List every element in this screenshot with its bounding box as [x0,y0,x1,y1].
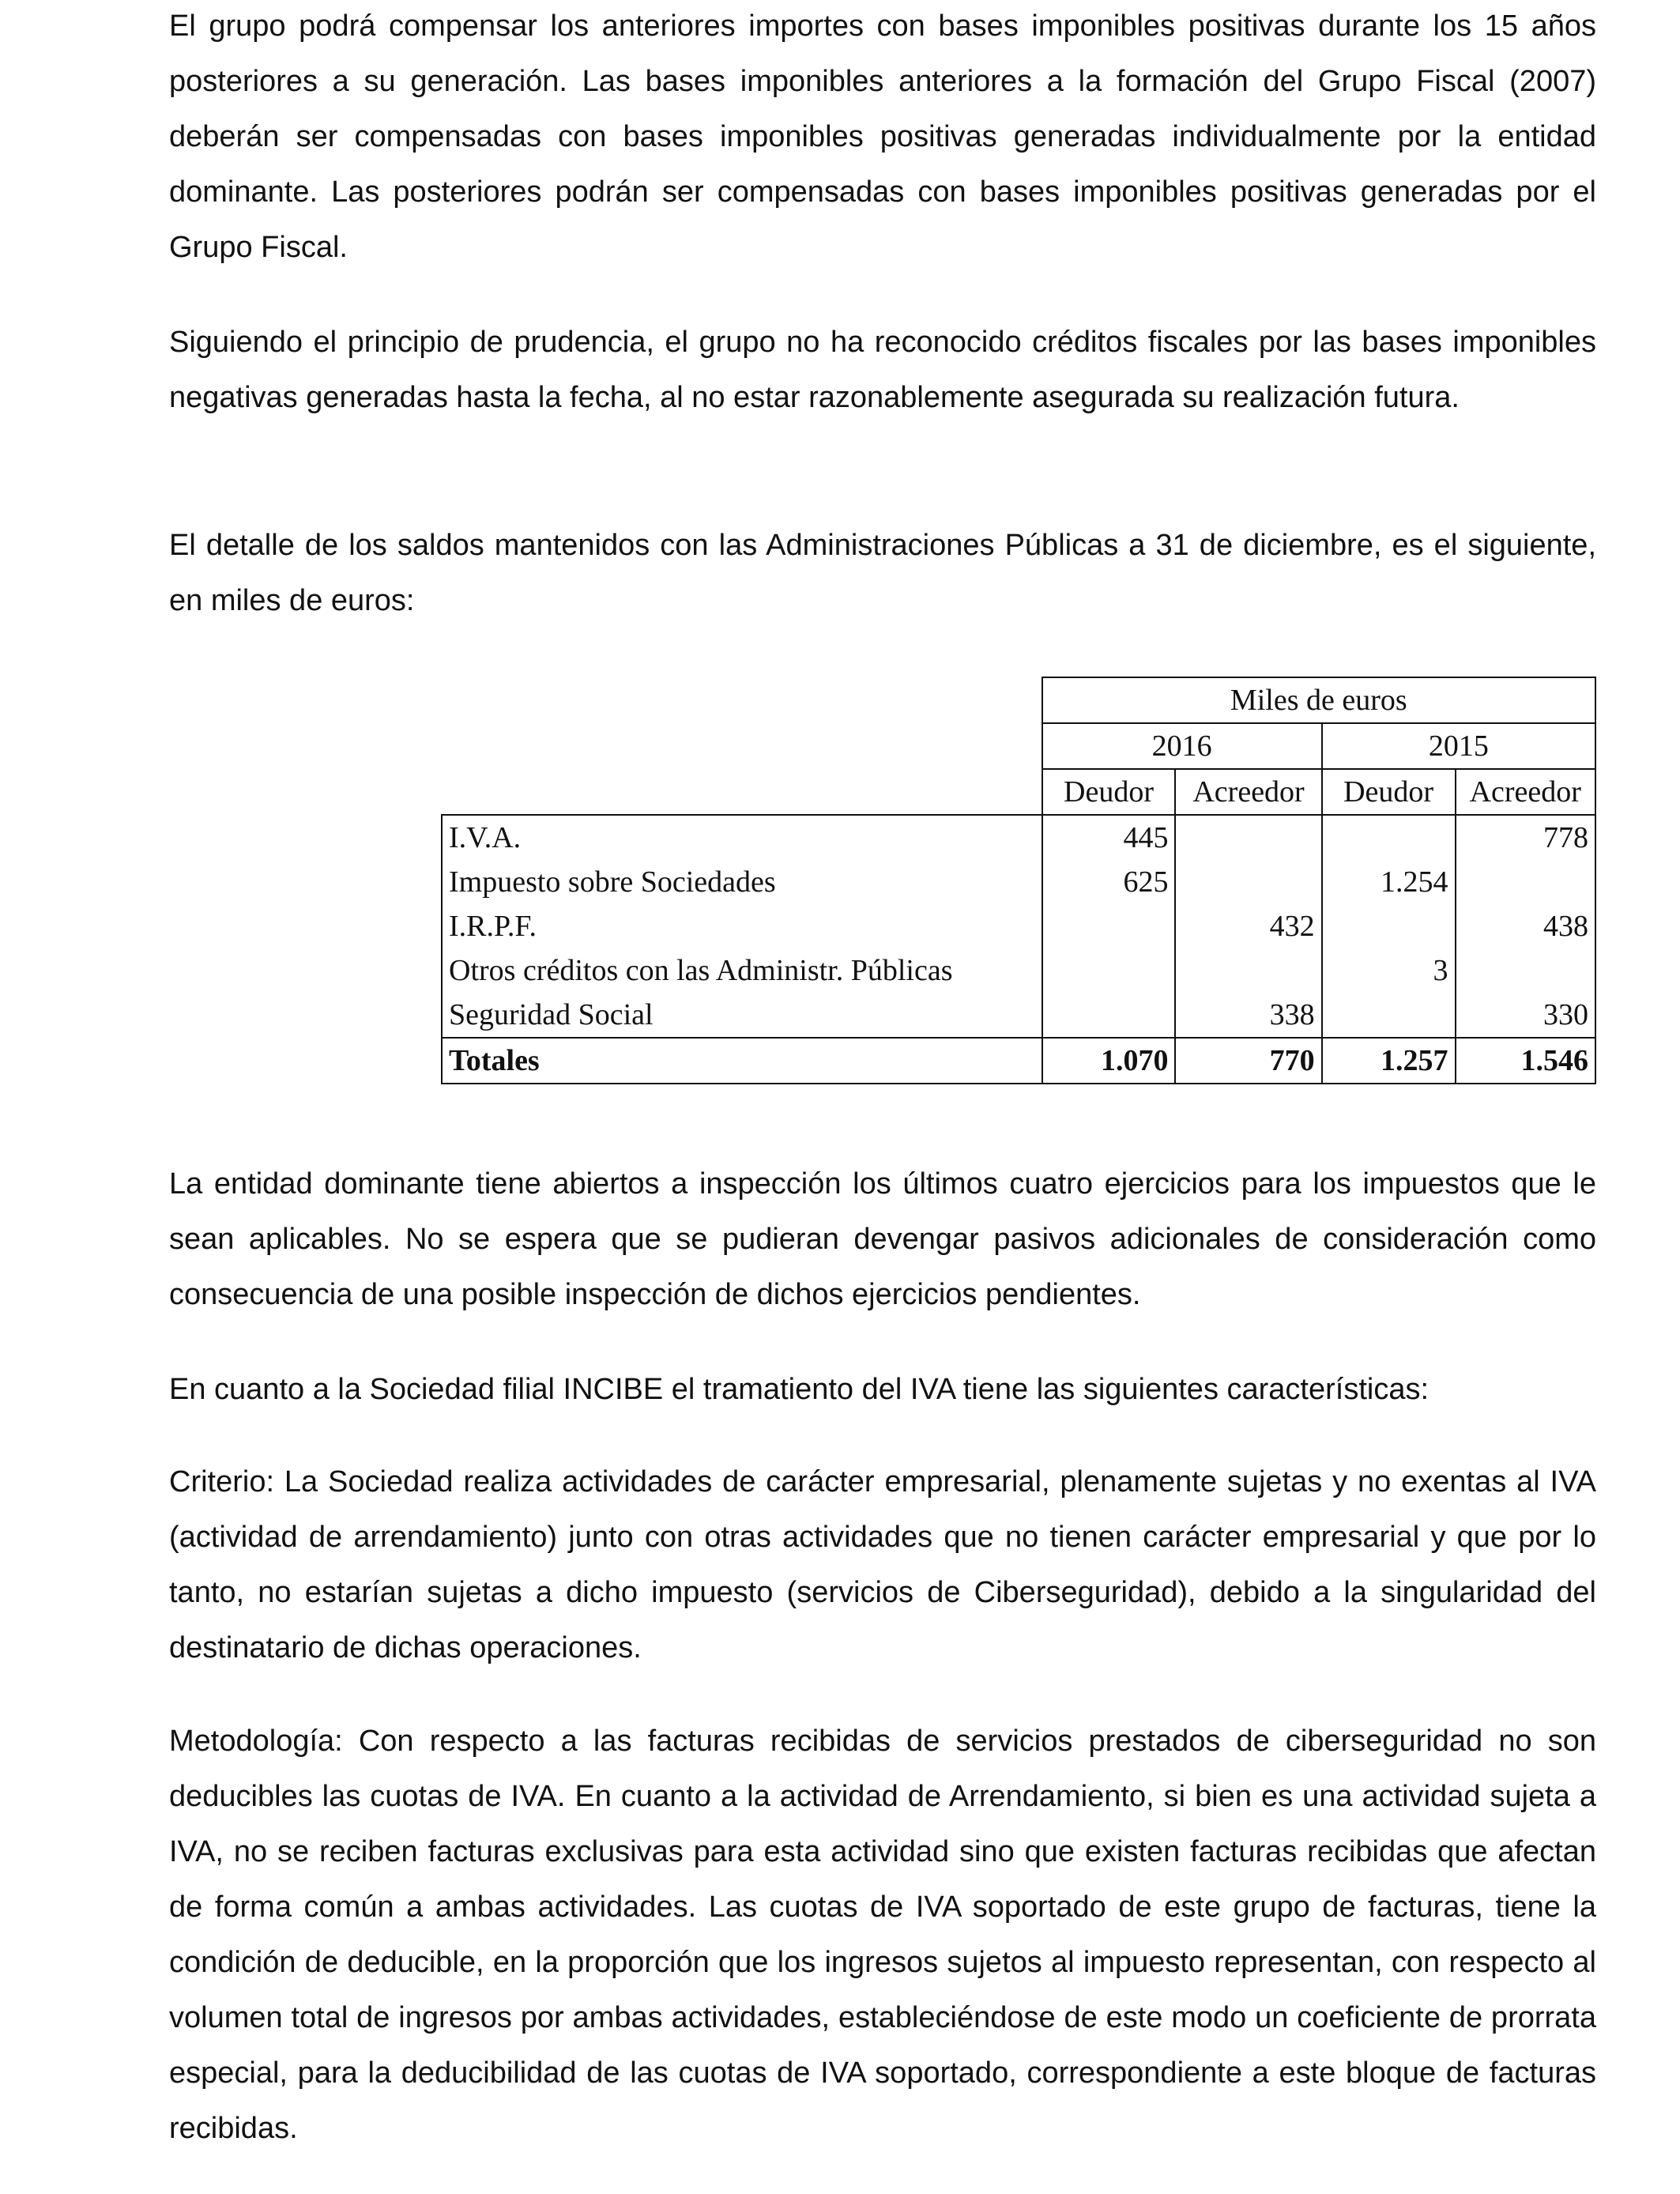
row-label: Seguridad Social [442,993,1042,1038]
row-label: Otros créditos con las Administr. Públicas [442,948,1042,993]
cell-value: 445 [1042,815,1176,860]
table-row [442,860,1595,904]
total-value: 1.257 [1322,1038,1456,1084]
header-col-deudor-2016: Deudor [1042,769,1176,815]
row-label: I.R.P.F. [442,904,1042,948]
saldos-administraciones-table [441,677,1596,1084]
header-col-acreedor-2015: Acreedor [1456,769,1596,815]
table-header-years-row [442,723,1595,769]
cell-value [1042,948,1176,993]
cell-value: 330 [1456,993,1596,1038]
paragraph-metodologia: Metodología: Con respecto a las facturas recibidas de servicios prestados de ciberseguridad no son deducibles las cuotas de IVA. En cuanto a la actividad de Arrendamiento, si bien es una actividad sujeta a IVA, no se reciben facturas exclusivas para esta actividad sino que existen facturas recibidas que afectan de forma común a ambas actividades. Las cuotas de IVA soportado de este grupo de facturas, tiene la condición de deducible, en la proporción que los ingresos sujetos al impuesto representan, con respecto al volumen total de ingresos por ambas actividades, estableciéndose de este modo un coeficiente de prorrata especial, para la deducibilidad de las cuotas de IVA soportado, correspondiente a este bloque de facturas recibidas. [169,1725,1596,2145]
cell-value [1175,860,1321,904]
total-value: 1.546 [1456,1038,1596,1084]
cell-value [1042,904,1176,948]
total-value: 770 [1175,1038,1321,1084]
totals-label: Totales [442,1038,1042,1084]
total-value: 1.070 [1042,1038,1176,1084]
row-label: I.V.A. [442,815,1042,860]
table-header-unit-row [442,677,1595,723]
paragraph-incibe-iva: En cuanto a la Sociedad filial INCIBE el tramatiento del IVA tiene las siguientes características: [169,1373,1430,1406]
paragraph-detalle-saldos: El detalle de los saldos mantenidos con las Administraciones Públicas a 31 de diciembre, es el siguiente, en miles de euros: [169,529,1596,617]
table-totals-row [442,1038,1595,1084]
cell-value: 625 [1042,860,1176,904]
paragraph-inspeccion: La entidad dominante tiene abiertos a inspección los últimos cuatro ejercicios para los impuestos que le sean aplicables. No se espera que se pudieran devengar pasivos adicionales de consideración como consecuencia de una posible inspección de dichos ejercicios pendientes. [169,1167,1596,1311]
cell-value [1322,904,1456,948]
cell-value [1175,815,1321,860]
cell-value: 338 [1175,993,1321,1038]
cell-value [1042,993,1176,1038]
header-unit: Miles de euros [1042,677,1595,723]
header-col-deudor-2015: Deudor [1322,769,1456,815]
cell-value: 3 [1322,948,1456,993]
cell-value [1456,948,1596,993]
paragraph-compensacion-bases: El grupo podrá compensar los anteriores importes con bases imponibles positivas durante los 15 años posteriores a su generación. Las bases imponibles anteriores a la formación del Grupo Fiscal (2007) deberán ser compensadas con bases imponibles positivas generadas individualmente por la entidad dominante. Las posteriores podrán ser compensadas con bases imponibles positivas generadas por el Grupo Fiscal. [169,9,1596,264]
cell-value: 778 [1456,815,1596,860]
header-year-2015: 2015 [1322,723,1595,769]
cell-value [1322,993,1456,1038]
cell-value [1456,860,1596,904]
paragraph-criterio: Criterio: La Sociedad realiza actividades de carácter empresarial, plenamente sujetas y no exentas al IVA (actividad de arrendamiento) junto con otras actividades que no tienen carácter empresarial y que por lo tanto, no estarían sujetas a dicho impuesto (servicios de Ciberseguridad), debido a la singularidad del destinatario de dichas operaciones. [169,1465,1596,1664]
table-row [442,815,1595,860]
header-col-acreedor-2016: Acreedor [1175,769,1321,815]
paragraph-prudencia: Siguiendo el principio de prudencia, el grupo no ha reconocido créditos fiscales por las bases imponibles negativas generadas hasta la fecha, al no estar razonablemente asegurada su realización futura. [169,326,1596,414]
header-year-2016: 2016 [1042,723,1322,769]
table-row [442,948,1595,993]
cell-value [1322,815,1456,860]
table-row [442,993,1595,1038]
table-row [442,904,1595,948]
cell-value: 1.254 [1322,860,1456,904]
cell-value [1175,948,1321,993]
table-header-cols-row [442,769,1595,815]
row-label: Impuesto sobre Sociedades [442,860,1042,904]
cell-value: 438 [1456,904,1596,948]
cell-value: 432 [1175,904,1321,948]
